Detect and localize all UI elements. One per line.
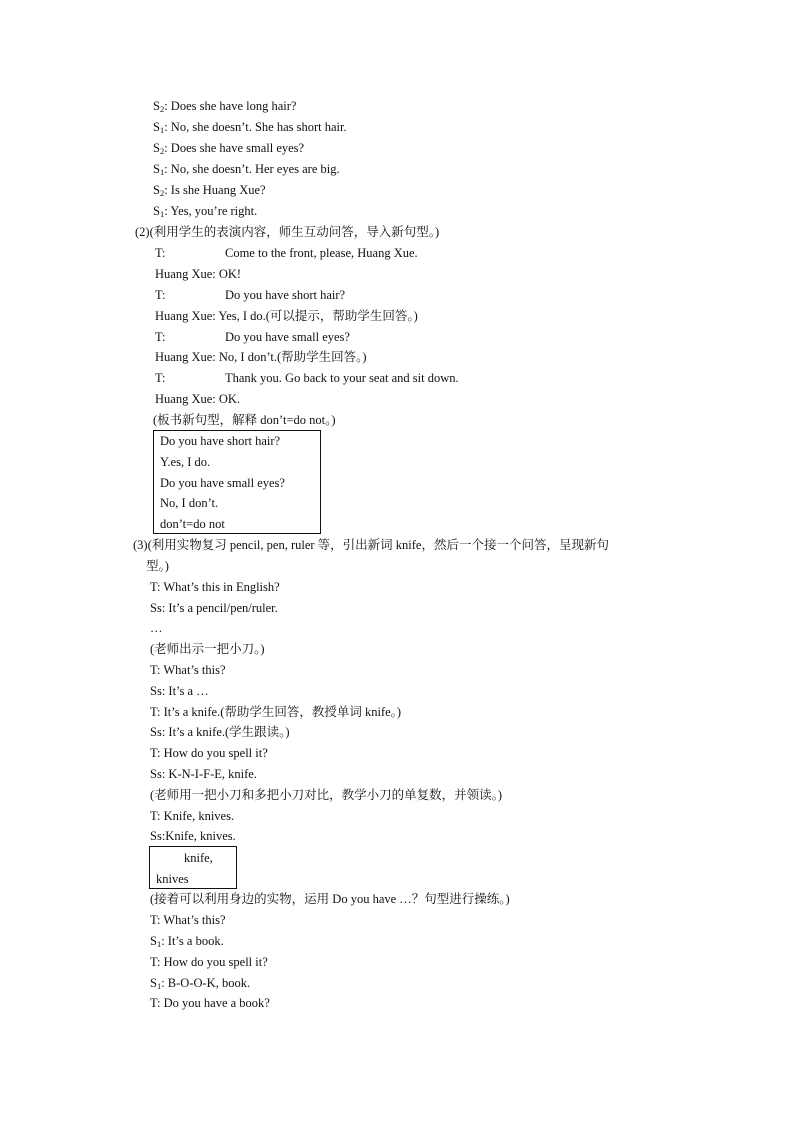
- dialog4-line: T: How do you spell it?: [150, 955, 268, 969]
- dialog2-line: Huang Xue: No, I don’t.(帮助学生回答。): [155, 350, 367, 364]
- practice-note: (接着可以利用身边的实物，运用 Do you have …？句型进行操练。): [150, 892, 510, 906]
- dialog2-line: T: Come to the front, please, Huang Xue.: [155, 246, 418, 260]
- dialog3-line: (老师出示一把小刀。): [150, 642, 265, 656]
- dialog3-line: T: Knife, knives.: [150, 809, 235, 823]
- knife-box-line: knife,: [184, 851, 213, 865]
- dialog3-line: (老师用一把小刀和多把小刀对比，教学小刀的单复数，并领读。): [150, 788, 503, 802]
- dialog2-line: T: Thank you. Go back to your seat and sit down.: [155, 371, 459, 385]
- step3-heading: (3)(利用实物复习 pencil, pen, ruler 等，引出新词 knife，然后一个接一个问答，呈现新句: [133, 538, 609, 552]
- dialog2-line: T: Do you have small eyes?: [155, 330, 350, 344]
- dialog1-line: $S_2$: Does she have small eyes?: [153, 141, 305, 156]
- board-box-line: No, I don’t.: [160, 496, 219, 510]
- dialog3-line: Ss: It’s a pencil/pen/ruler.: [150, 601, 278, 615]
- dialog3-line: Ss:Knife, knives.: [150, 829, 236, 843]
- knife-box-line: knives: [156, 872, 189, 886]
- dialog4-line: $S_1$: B-O-O-K, book.: [150, 976, 251, 991]
- board-box-line: Do you have short hair?: [160, 434, 281, 448]
- dialog2-line: Huang Xue: OK.: [155, 392, 241, 406]
- dialog2-line: Huang Xue: OK!: [155, 267, 242, 281]
- dialog1-line: $S_1$: No, she doesn’t. She has short hair.: [153, 120, 347, 135]
- dialog3-line: T: How do you spell it?: [150, 746, 268, 760]
- step2-heading: (2)(利用学生的表演内容，师生互动问答，导入新句型。): [135, 225, 440, 239]
- board-box-line: Do you have small eyes?: [160, 476, 285, 490]
- dialog1-line: $S_2$: Is she Huang Xue?: [153, 183, 266, 198]
- board-box-line: Y.es, I do.: [160, 455, 211, 469]
- dialog3-line: Ss: K-N-I-F-E, knife.: [150, 767, 257, 781]
- dialog2-line: T: Do you have short hair?: [155, 288, 346, 302]
- dialog4-line: T: What’s this?: [150, 913, 226, 927]
- dialog3-line: T: It’s a knife.(帮助学生回答，教授单词 knife。): [150, 705, 402, 719]
- dialog2-line: Huang Xue: Yes, I do.(可以提示，帮助学生回答。): [155, 309, 418, 323]
- dialog3-line: Ss: It’s a …: [150, 684, 209, 698]
- dialog3-line: …: [150, 621, 163, 635]
- dialog1-line: $S_1$: No, she doesn’t. Her eyes are big.: [153, 162, 340, 177]
- board-note: (板书新句型，解释 don’t=do not。): [153, 413, 336, 427]
- dialog4-line: $S_1$: It’s a book.: [150, 934, 224, 949]
- board-box-line: don’t=do not: [160, 517, 225, 531]
- dialog3-line: Ss: It’s a knife.(学生跟读。): [150, 725, 290, 739]
- step3-heading-cont: 型。): [146, 559, 169, 573]
- dialog3-line: T: What’s this?: [150, 663, 226, 677]
- dialog3-line: T: What’s this in English?: [150, 580, 280, 594]
- dialog1-line: $S_2$: Does she have long hair?: [153, 99, 297, 114]
- dialog4-line: T: Do you have a book?: [150, 996, 270, 1010]
- dialog1-line: $S_1$: Yes, you’re right.: [153, 204, 258, 219]
